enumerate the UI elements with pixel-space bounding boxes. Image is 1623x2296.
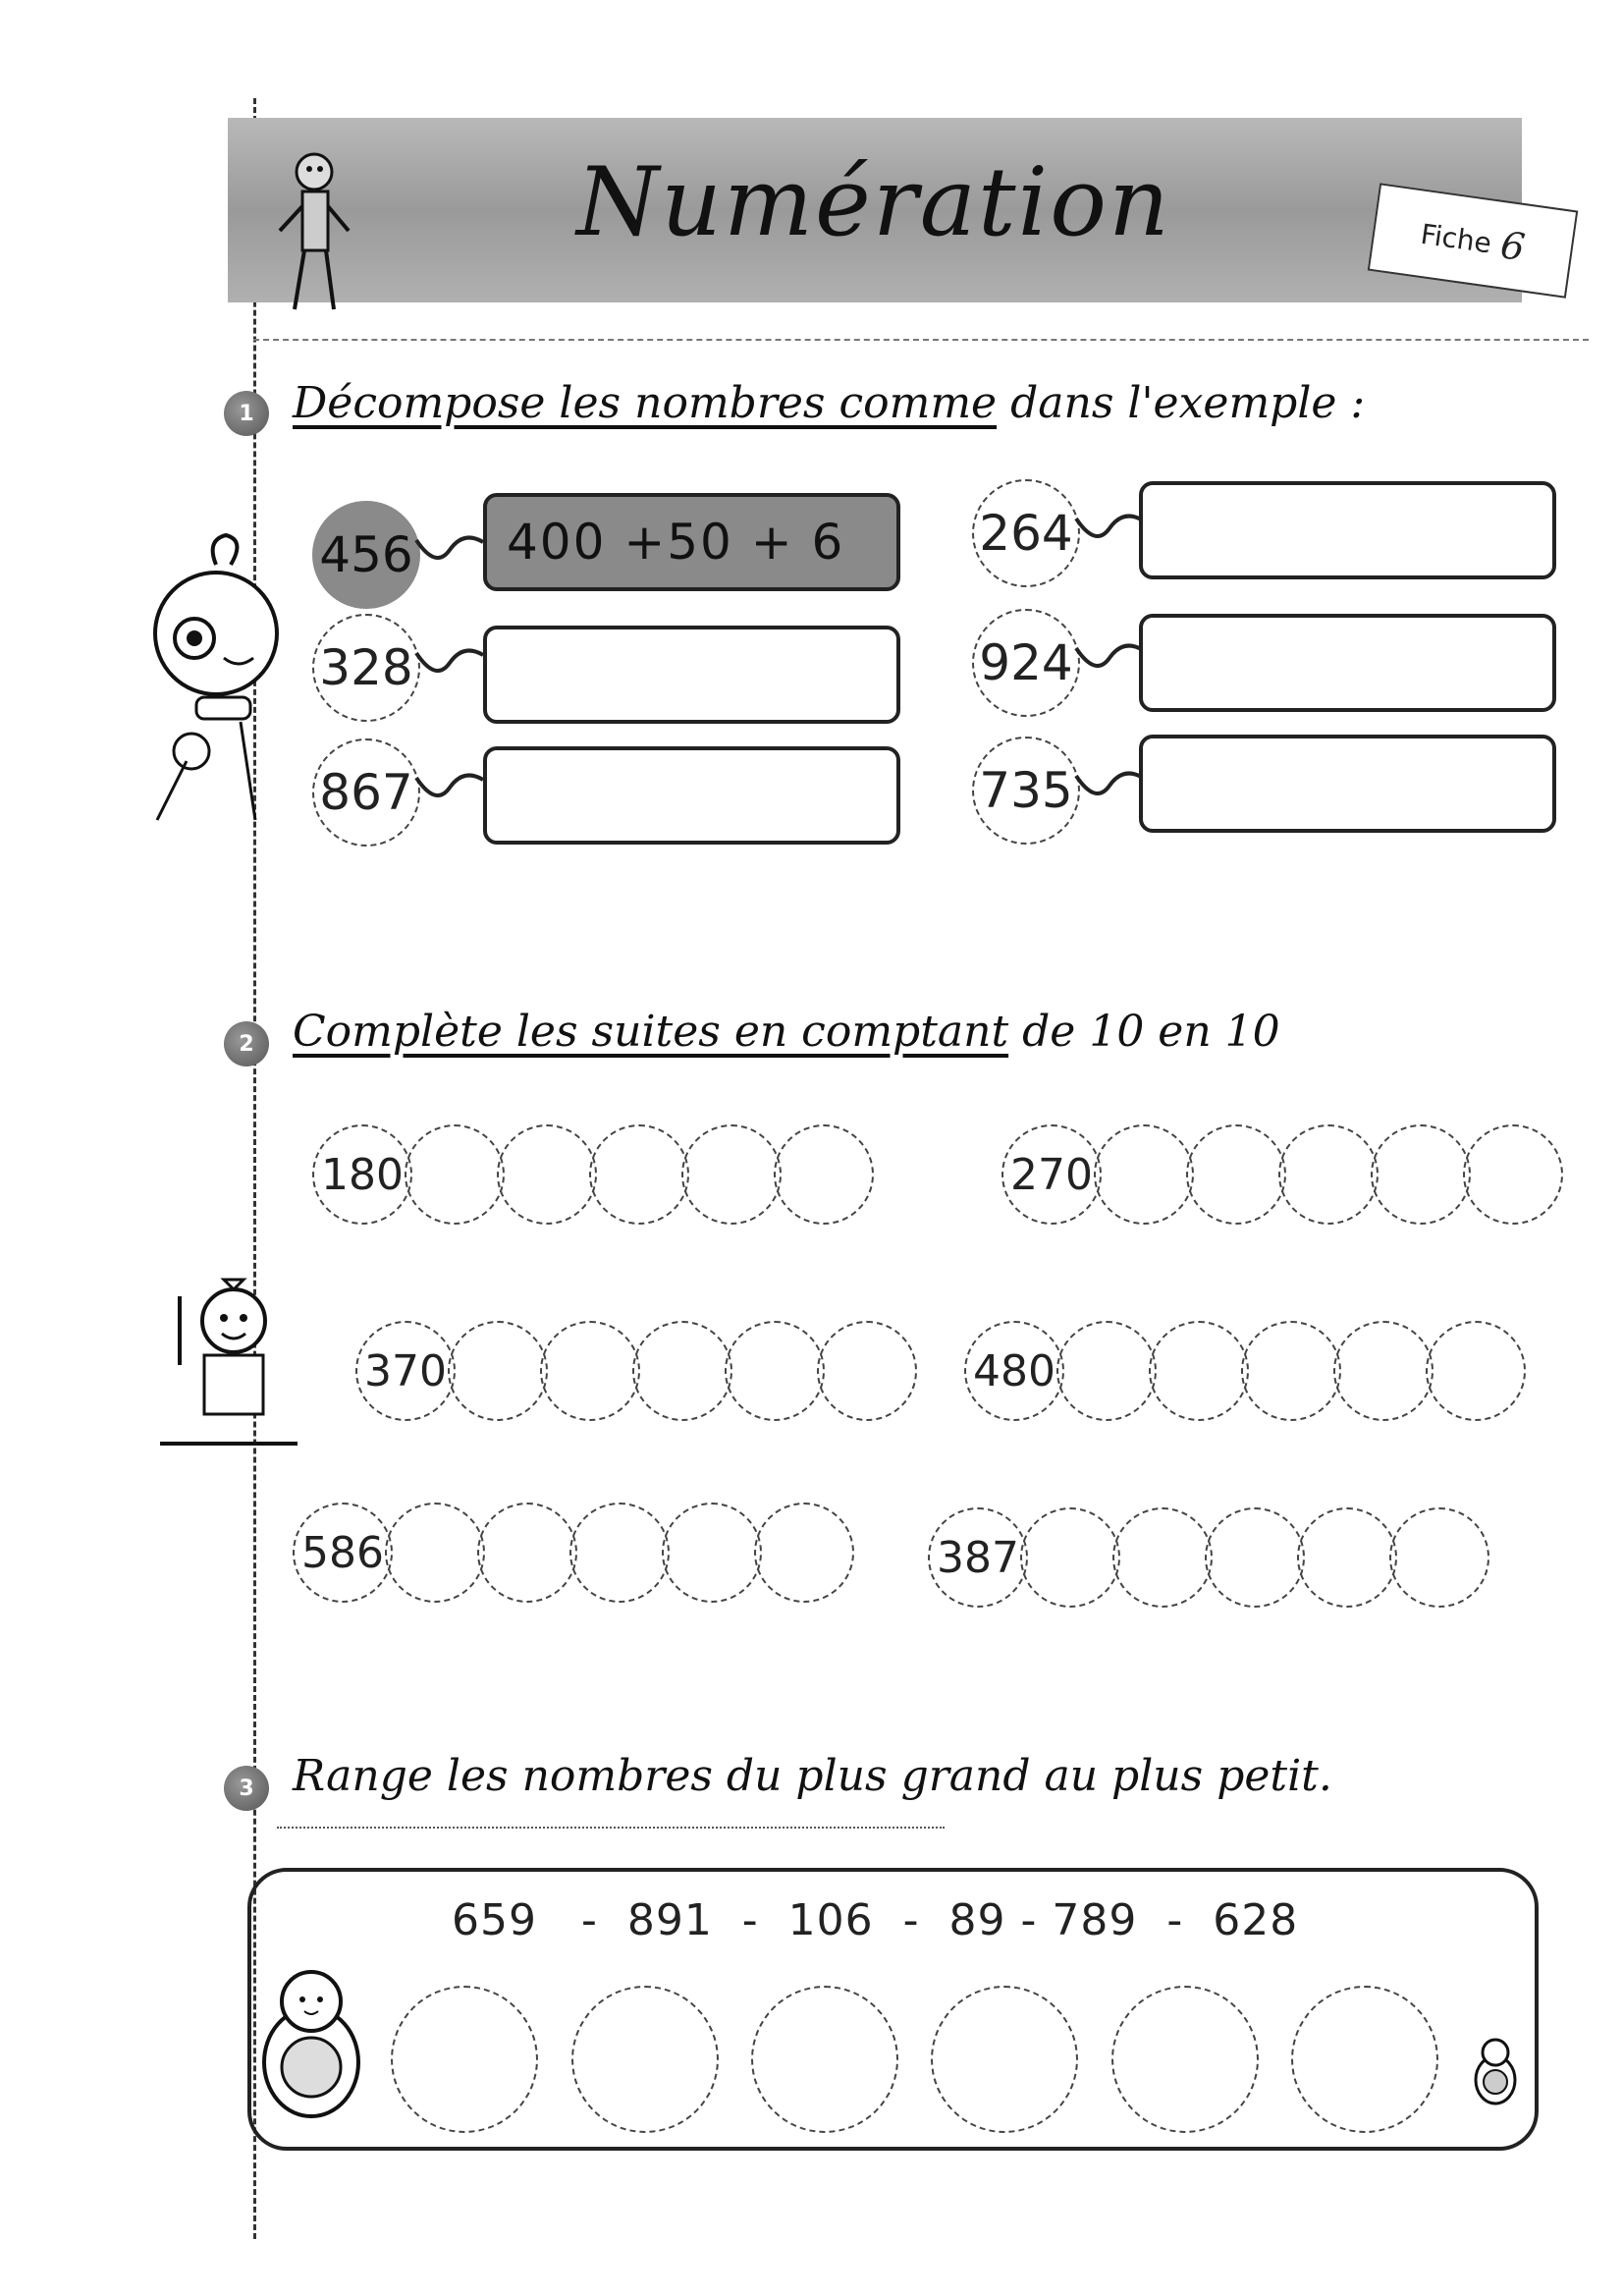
separator: -	[741, 1895, 759, 1945]
small-matryoshka-illustration	[1471, 2033, 1520, 2106]
separator: -	[1020, 1895, 1038, 1945]
sequence-blank[interactable]	[817, 1321, 917, 1421]
sequence-blank[interactable]	[632, 1321, 732, 1421]
connector	[414, 535, 483, 574]
exercise1-instruction-underlined: Décompose les nombres comme	[293, 378, 998, 428]
range-number: 659	[452, 1895, 537, 1945]
sequence-start: 180	[312, 1124, 412, 1225]
sequence-blank[interactable]	[1426, 1321, 1526, 1421]
sequence-blank[interactable]	[477, 1503, 577, 1603]
connector	[414, 773, 483, 812]
sequence-blank[interactable]	[1389, 1507, 1489, 1608]
decompose-number-264: 264	[972, 479, 1080, 587]
exercise2-instruction-underlined: Complète les suites en comptant	[293, 1007, 1009, 1057]
answer-circle[interactable]	[571, 1986, 719, 2133]
sequence-blank[interactable]	[774, 1124, 874, 1225]
decompose-number-328: 328	[312, 614, 420, 722]
sequence-blank[interactable]	[405, 1124, 505, 1225]
sequence-180	[312, 1124, 874, 1225]
connector	[1074, 771, 1143, 810]
connector	[1074, 643, 1143, 683]
exercise2-instruction-rest: de 10 en 10	[1008, 1007, 1280, 1057]
sequence-blank[interactable]	[1056, 1321, 1157, 1421]
fiche-number: 6	[1497, 223, 1528, 270]
sequence-blank[interactable]	[1333, 1321, 1434, 1421]
sequence-blank[interactable]	[448, 1321, 548, 1421]
example-answer: 400 +50 + 6	[483, 493, 900, 591]
sequence-blank[interactable]	[681, 1124, 782, 1225]
sequence-270	[1001, 1124, 1563, 1225]
sequence-start: 387	[928, 1507, 1028, 1608]
sequence-blank[interactable]	[540, 1321, 640, 1421]
sequence-blank[interactable]	[725, 1321, 825, 1421]
answer-box-735[interactable]	[1139, 735, 1556, 833]
answer-box-328[interactable]	[483, 626, 900, 724]
page-title: Numération	[576, 147, 1171, 257]
answer-circle[interactable]	[751, 1986, 898, 2133]
sequence-blank[interactable]	[662, 1503, 762, 1603]
answer-circle[interactable]	[391, 1986, 538, 2133]
separator: -	[902, 1895, 920, 1945]
exercise1-instruction-rest: dans l'exemple :	[997, 378, 1366, 428]
robot-illustration	[265, 137, 373, 324]
exercise3-dotted-underline	[277, 1827, 945, 1829]
sequence-blank[interactable]	[754, 1503, 854, 1603]
matryoshka-illustration	[257, 1954, 365, 2121]
exercise2-instruction	[293, 1007, 1280, 1057]
range-number: 891	[626, 1895, 713, 1945]
sequence-blank[interactable]	[1297, 1507, 1397, 1608]
header-dashed-line	[253, 339, 1589, 341]
exercise1-badge: 1	[224, 391, 269, 436]
separator: -	[1166, 1895, 1184, 1945]
sequence-blank[interactable]	[1186, 1124, 1286, 1225]
sequence-blank[interactable]	[1112, 1507, 1213, 1608]
sequence-blank[interactable]	[1371, 1124, 1471, 1225]
sequence-blank[interactable]	[497, 1124, 597, 1225]
sequence-blank[interactable]	[589, 1124, 689, 1225]
fiche-label-text: Fiche	[1419, 217, 1494, 259]
exercise3-badge: 3	[224, 1766, 269, 1811]
answer-circle[interactable]	[1291, 1986, 1438, 2133]
sequence-start: 270	[1001, 1124, 1102, 1225]
sequence-blank[interactable]	[1278, 1124, 1379, 1225]
girl-illustration	[147, 525, 285, 849]
range-number: 789	[1052, 1895, 1138, 1945]
range-number: 628	[1213, 1895, 1299, 1945]
sequence-blank[interactable]	[1463, 1124, 1563, 1225]
sequence-blank[interactable]	[1020, 1507, 1120, 1608]
sequence-blank[interactable]	[1241, 1321, 1341, 1421]
sequence-blank[interactable]	[1205, 1507, 1305, 1608]
decompose-number-735: 735	[972, 737, 1080, 845]
sequence-370	[355, 1321, 917, 1421]
sequence-blank[interactable]	[1149, 1321, 1249, 1421]
separator: -	[580, 1895, 598, 1945]
sequence-480	[964, 1321, 1526, 1421]
answer-box-264[interactable]	[1139, 481, 1556, 579]
connector	[414, 648, 483, 687]
connector	[1074, 514, 1143, 553]
sequence-blank[interactable]	[1094, 1124, 1194, 1225]
range-number: 106	[787, 1895, 874, 1945]
answer-circle[interactable]	[931, 1986, 1078, 2133]
sequence-586	[293, 1503, 854, 1603]
example-number: 456	[312, 501, 420, 609]
sequence-start: 370	[355, 1321, 456, 1421]
decompose-number-924: 924	[972, 609, 1080, 717]
exercise3-instruction: Range les nombres du plus grand au plus petit.	[293, 1751, 1332, 1801]
sequence-start: 586	[293, 1503, 393, 1603]
sequence-387	[928, 1507, 1489, 1608]
range-number: 89	[948, 1895, 1006, 1945]
exercise2-badge: 2	[224, 1021, 269, 1066]
answer-box-867[interactable]	[483, 746, 900, 845]
decompose-number-867: 867	[312, 738, 420, 847]
sequence-blank[interactable]	[385, 1503, 485, 1603]
range-numbers	[452, 1895, 1298, 1945]
sequence-blank[interactable]	[569, 1503, 670, 1603]
teacher-illustration	[155, 1277, 302, 1453]
answer-box-924[interactable]	[1139, 614, 1556, 712]
exercise1-instruction	[293, 378, 1365, 428]
sequence-start: 480	[964, 1321, 1064, 1421]
answer-circle[interactable]	[1111, 1986, 1259, 2133]
